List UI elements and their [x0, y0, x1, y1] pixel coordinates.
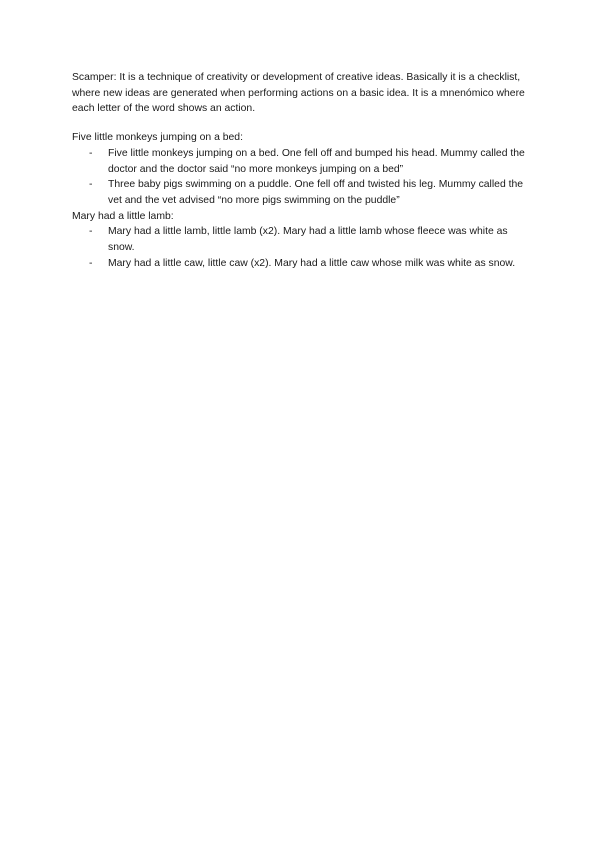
dash-bullet: -	[89, 226, 93, 238]
section-title-lamb: Mary had a little lamb:	[72, 210, 174, 222]
dash-bullet: -	[89, 147, 93, 159]
list-item-text: Three baby pigs swimming on a puddle. One fell off and twisted his leg. Mummy called the vet and the vet advised “no more pigs swimming on the puddle”	[108, 179, 524, 206]
intro-paragraph: Scamper: It is a technique of creativity or development of creative ideas. Basically it is a checklist, where new ideas are generated when performing actions on a basic idea. It is a mnenómico where each letter of the word shows an action.	[72, 72, 525, 115]
monkeys-list	[72, 146, 530, 209]
section-title-monkeys: Five little monkeys jumping on a bed:	[72, 132, 243, 144]
list-item	[72, 177, 530, 208]
list-item-text: Five little monkeys jumping on a bed. One fell off and bumped his head. Mummy called the doctor and the doctor said “no more monkeys jumping on a bed”	[108, 147, 525, 175]
list-item	[72, 146, 530, 177]
list-item-text: Mary had a little lamb, little lamb (x2). Mary had a little lamb whose fleece was white as snow.	[108, 226, 508, 254]
dash-bullet: -	[89, 179, 93, 191]
dash-bullet: -	[89, 257, 93, 269]
list-item-text: Mary had a little caw, little caw (x2). Mary had a little caw whose milk was white as snow.	[108, 257, 516, 269]
list-item	[72, 224, 530, 255]
document-page	[72, 70, 530, 271]
lamb-list	[72, 224, 530, 271]
list-item	[72, 256, 530, 272]
